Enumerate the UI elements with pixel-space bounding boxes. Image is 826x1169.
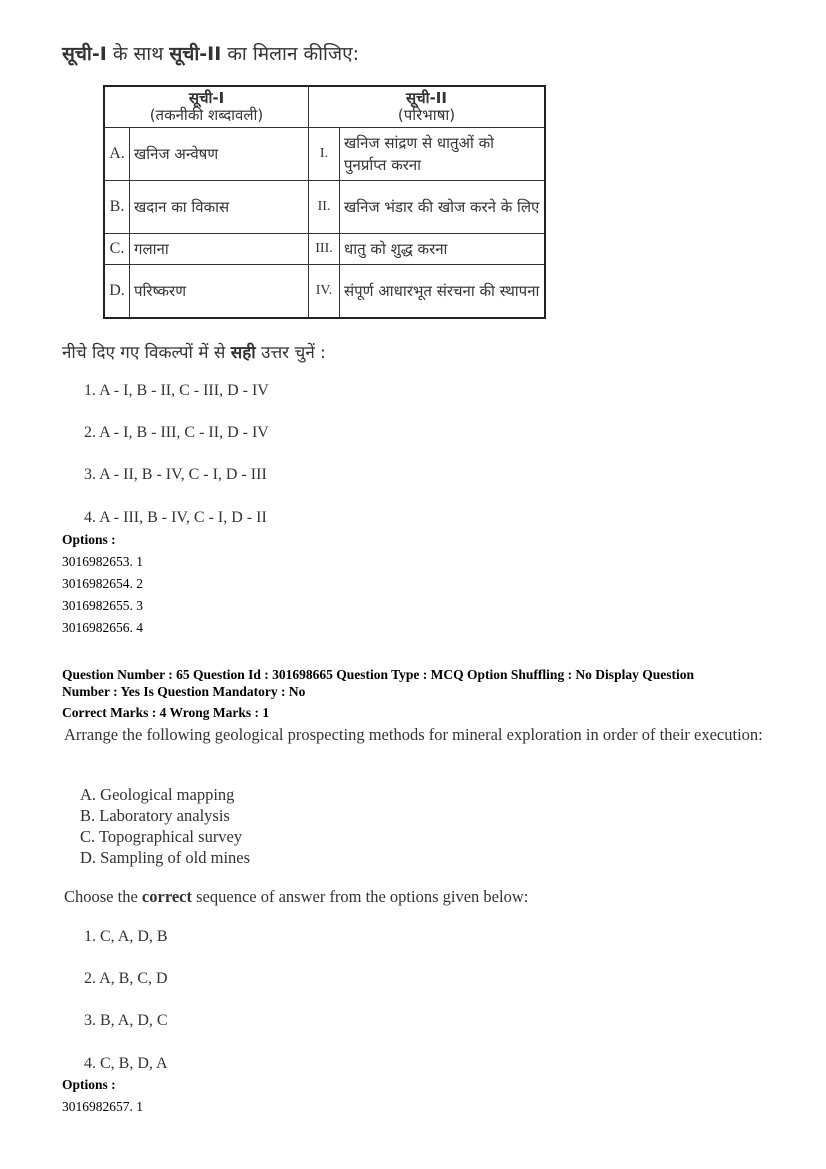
header-list-1-title: सूची-I: [188, 89, 225, 107]
instruction-text-end: उत्तर चुनें :: [255, 343, 326, 363]
table-row: [104, 234, 545, 265]
header-list-1-subtitle: (तकनीकी शब्दावली): [149, 106, 264, 124]
sequence-item: C. Topographical survey: [80, 827, 243, 846]
table-header-list-1: [104, 86, 309, 128]
sequence-item: B. Laboratory analysis: [80, 806, 230, 825]
hindi-question-title: [62, 40, 359, 66]
table-row: [104, 265, 545, 319]
answer-choice-3: 3. A - II, B - IV, C - I, D - III: [84, 466, 267, 483]
header-list-2-title: सूची-II: [406, 89, 447, 107]
option-id: 3016982654. 2: [62, 576, 143, 591]
english-instruction: [64, 887, 528, 907]
answer-choice-4: 4. C, B, D, A: [84, 1055, 168, 1072]
list-2-label: सूची-II: [169, 43, 222, 65]
sequence-item: A. Geological mapping: [80, 785, 235, 804]
row-roman: III.: [309, 234, 340, 265]
option-id: 3016982655. 3: [62, 598, 143, 613]
instruction-text: Choose the: [64, 887, 142, 906]
row-roman: II.: [309, 181, 340, 234]
row-definition: खनिज सांद्रण से धातुओं को पुनर्प्राप्त करना: [340, 128, 546, 181]
question-marks: Correct Marks : 4 Wrong Marks : 1: [62, 705, 270, 720]
option-id: 3016982653. 1: [62, 554, 143, 569]
table-row: [104, 181, 545, 234]
options-label: Options :: [62, 1077, 116, 1092]
table-header-list-2: [309, 86, 546, 128]
header-list-2-subtitle: (परिभाषा): [397, 106, 456, 124]
matching-table: [103, 85, 546, 319]
question-meta-line-1: Question Number : 65 Question Id : 301698665 Question Type : MCQ Option Shuffling : No Display Question: [62, 667, 694, 682]
answer-choice-1: 1. C, A, D, B: [84, 928, 168, 945]
row-letter: D.: [104, 265, 130, 319]
options-label: Options :: [62, 532, 116, 547]
option-id: 3016982657. 1: [62, 1099, 143, 1114]
row-letter: C.: [104, 234, 130, 265]
hindi-instruction: [62, 340, 326, 363]
row-roman: I.: [309, 128, 340, 181]
answer-choice-2: 2. A - I, B - III, C - II, D - IV: [84, 424, 269, 441]
table-row: [104, 128, 545, 181]
question-meta-line-2: Number : Yes Is Question Mandatory : No: [62, 684, 306, 699]
row-term: गलाना: [130, 234, 309, 265]
table-header-row: [104, 86, 545, 128]
title-connector: के साथ: [106, 43, 170, 65]
answer-choice-2: 2. A, B, C, D: [84, 970, 168, 987]
row-definition: संपूर्ण आधारभूत संरचना की स्थापना: [340, 265, 546, 319]
instruction-text: नीचे दिए गए विकल्पों में से: [62, 343, 231, 363]
row-definition: धातु को शुद्ध करना: [340, 234, 546, 265]
option-id: 3016982656. 4: [62, 620, 143, 635]
row-letter: B.: [104, 181, 130, 234]
row-definition: खनिज भंडार की खोज करने के लिए: [340, 181, 546, 234]
question-text: Arrange the following geological prospecting methods for mineral exploration in order of their execution:: [64, 725, 763, 744]
answer-choice-3: 3. B, A, D, C: [84, 1012, 168, 1029]
answer-choice-4: 4. A - III, B - IV, C - I, D - II: [84, 509, 267, 526]
row-term: खदान का विकास: [130, 181, 309, 234]
title-suffix: का मिलान कीजिए:: [221, 43, 359, 65]
instruction-emphasis: correct: [141, 887, 192, 906]
row-term: परिष्करण: [130, 265, 309, 319]
sequence-item: D. Sampling of old mines: [80, 848, 251, 867]
instruction-emphasis: सही: [230, 343, 256, 363]
row-letter: A.: [104, 128, 130, 181]
row-term: खनिज अन्वेषण: [130, 128, 309, 181]
instruction-text-end: sequence of answer from the options given below:: [192, 887, 529, 906]
row-roman: IV.: [309, 265, 340, 319]
answer-choice-1: 1. A - I, B - II, C - III, D - IV: [84, 382, 269, 399]
list-1-label: सूची-I: [62, 43, 107, 65]
